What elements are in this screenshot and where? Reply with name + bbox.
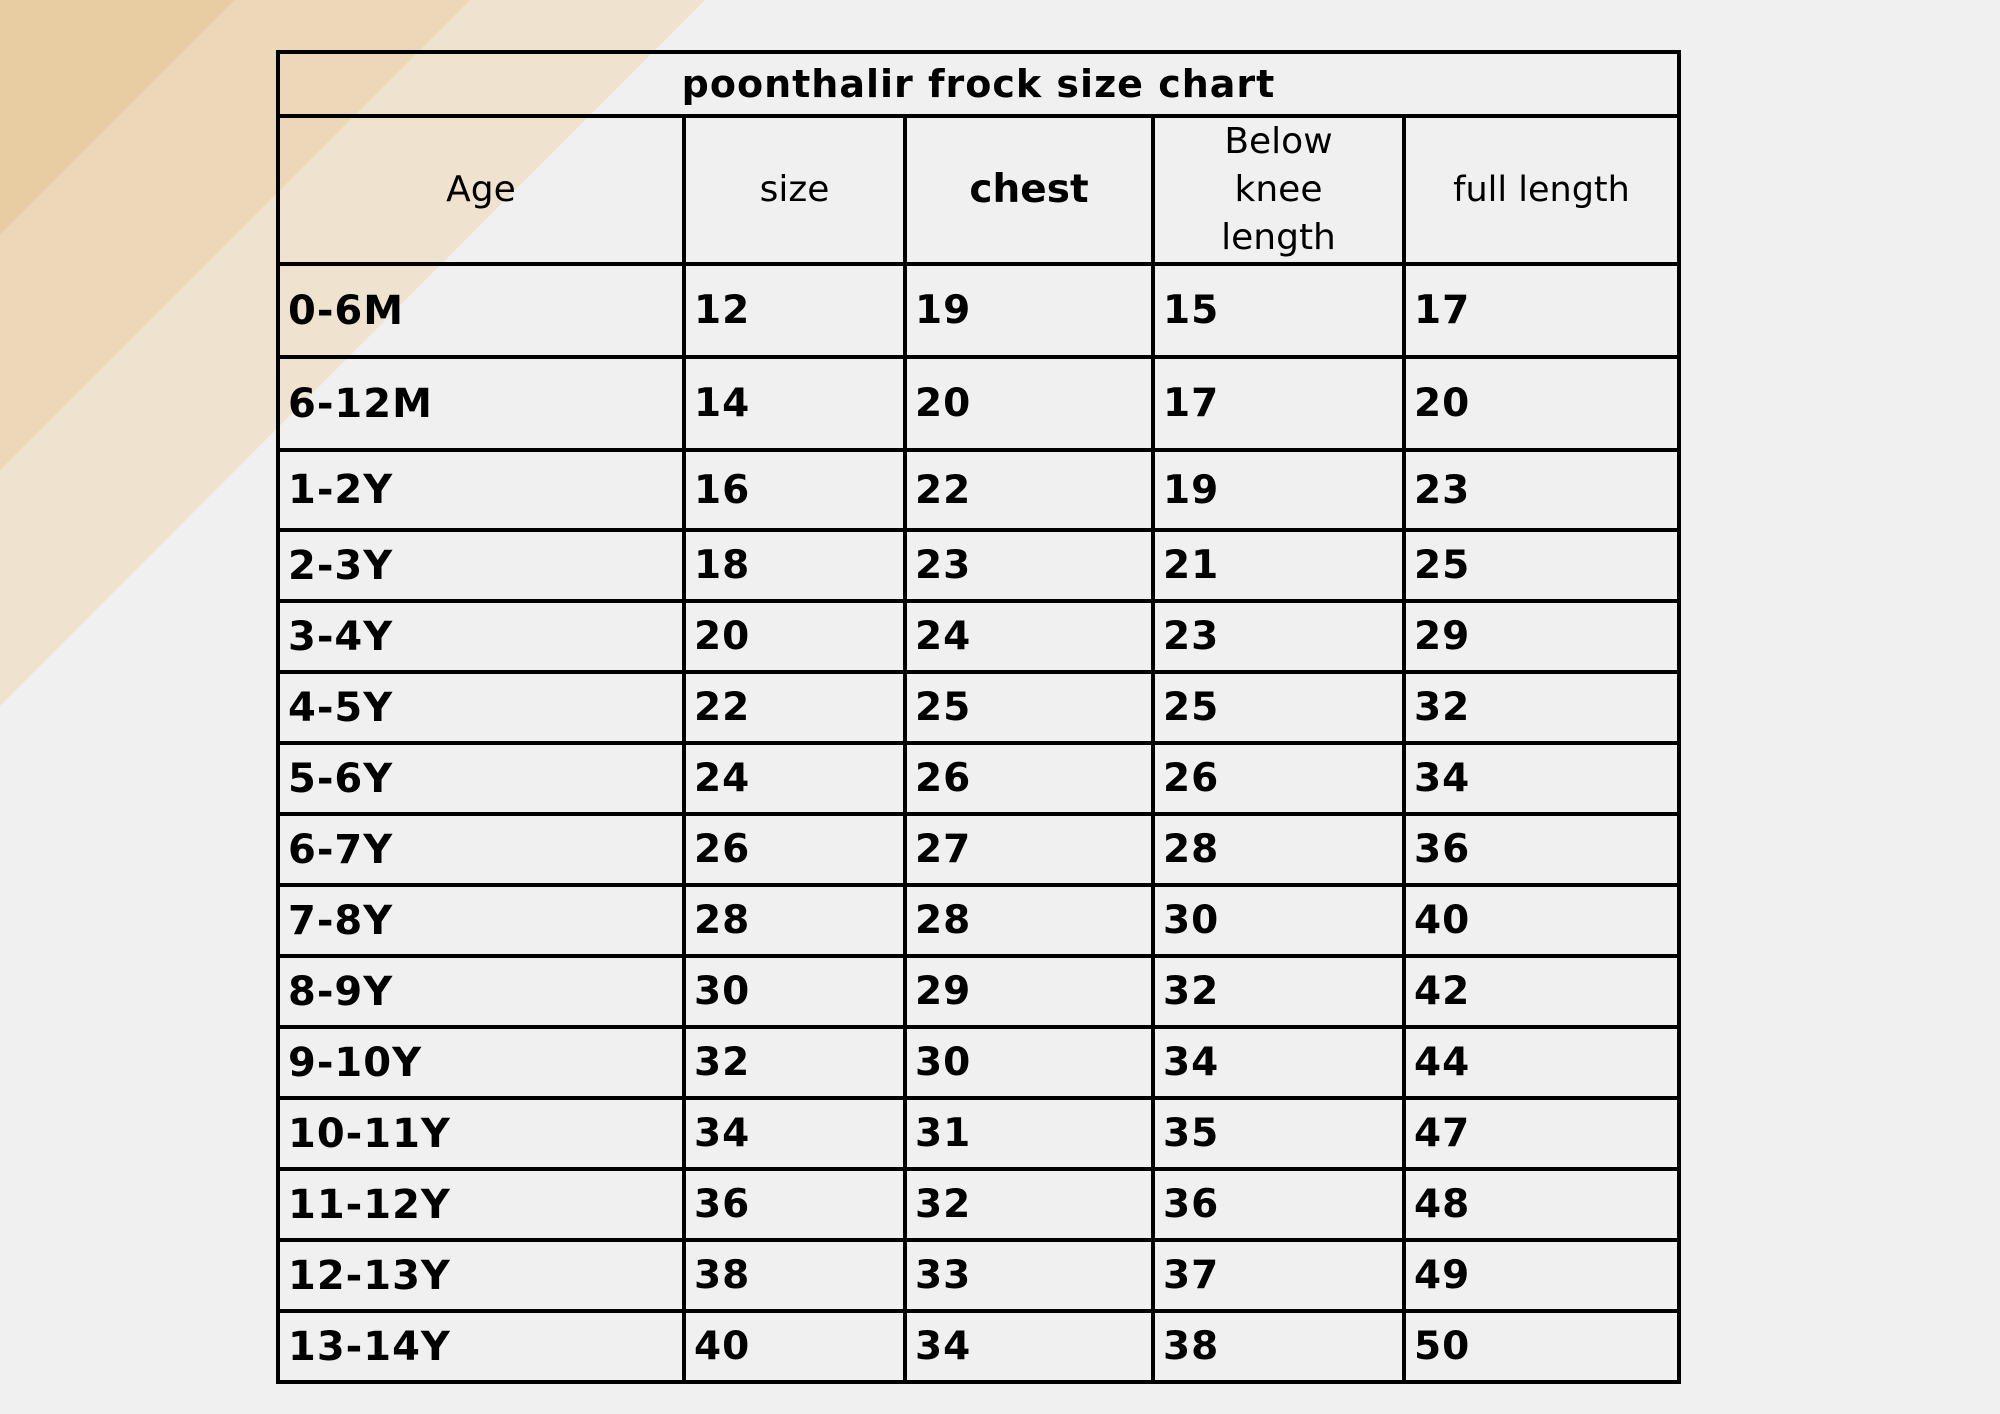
cell-full-length: 36 xyxy=(1404,814,1679,885)
cell-size: 24 xyxy=(684,743,905,814)
table-row xyxy=(278,743,1679,814)
cell-full-length: 48 xyxy=(1404,1169,1679,1240)
table-row xyxy=(278,956,1679,1027)
cell-age: 6-12M xyxy=(278,357,684,450)
cell-age: 9-10Y xyxy=(278,1027,684,1098)
cell-size: 40 xyxy=(684,1311,905,1382)
cell-full-length: 50 xyxy=(1404,1311,1679,1382)
cell-age: 8-9Y xyxy=(278,956,684,1027)
title-row xyxy=(278,52,1679,116)
cell-age: 0-6M xyxy=(278,264,684,357)
cell-full-length: 47 xyxy=(1404,1098,1679,1169)
cell-below-knee-length: 23 xyxy=(1153,601,1404,672)
cell-age: 11-12Y xyxy=(278,1169,684,1240)
cell-size: 38 xyxy=(684,1240,905,1311)
cell-chest: 26 xyxy=(905,743,1153,814)
table-row xyxy=(278,1311,1679,1382)
cell-chest: 22 xyxy=(905,450,1153,530)
cell-chest: 28 xyxy=(905,885,1153,956)
cell-size: 14 xyxy=(684,357,905,450)
cell-size: 36 xyxy=(684,1169,905,1240)
cell-below-knee-length: 36 xyxy=(1153,1169,1404,1240)
column-header-age: Age xyxy=(278,116,684,264)
table-row xyxy=(278,814,1679,885)
cell-age: 3-4Y xyxy=(278,601,684,672)
cell-size: 30 xyxy=(684,956,905,1027)
table-row xyxy=(278,450,1679,530)
cell-full-length: 42 xyxy=(1404,956,1679,1027)
table-row xyxy=(278,1169,1679,1240)
column-header-below-knee-length: Below knee length xyxy=(1153,116,1404,264)
cell-size: 12 xyxy=(684,264,905,357)
table-title: poonthalir frock size chart xyxy=(278,52,1679,116)
cell-size: 26 xyxy=(684,814,905,885)
cell-chest: 29 xyxy=(905,956,1153,1027)
cell-below-knee-length: 34 xyxy=(1153,1027,1404,1098)
cell-chest: 33 xyxy=(905,1240,1153,1311)
cell-below-knee-length: 15 xyxy=(1153,264,1404,357)
cell-size: 20 xyxy=(684,601,905,672)
cell-chest: 20 xyxy=(905,357,1153,450)
table-row xyxy=(278,885,1679,956)
table-row xyxy=(278,264,1679,357)
cell-chest: 23 xyxy=(905,530,1153,601)
cell-size: 16 xyxy=(684,450,905,530)
cell-below-knee-length: 28 xyxy=(1153,814,1404,885)
cell-full-length: 44 xyxy=(1404,1027,1679,1098)
cell-full-length: 25 xyxy=(1404,530,1679,601)
cell-full-length: 17 xyxy=(1404,264,1679,357)
cell-age: 1-2Y xyxy=(278,450,684,530)
cell-size: 32 xyxy=(684,1027,905,1098)
table-row xyxy=(278,357,1679,450)
cell-below-knee-length: 26 xyxy=(1153,743,1404,814)
table-row xyxy=(278,1027,1679,1098)
cell-chest: 25 xyxy=(905,672,1153,743)
cell-below-knee-length: 37 xyxy=(1153,1240,1404,1311)
cell-chest: 34 xyxy=(905,1311,1153,1382)
cell-chest: 27 xyxy=(905,814,1153,885)
cell-full-length: 29 xyxy=(1404,601,1679,672)
cell-chest: 32 xyxy=(905,1169,1153,1240)
cell-chest: 24 xyxy=(905,601,1153,672)
column-header-full-length: full length xyxy=(1404,116,1679,264)
cell-size: 28 xyxy=(684,885,905,956)
cell-full-length: 23 xyxy=(1404,450,1679,530)
cell-chest: 30 xyxy=(905,1027,1153,1098)
cell-below-knee-length: 30 xyxy=(1153,885,1404,956)
table-body xyxy=(278,264,1679,1382)
cell-age: 4-5Y xyxy=(278,672,684,743)
cell-below-knee-length: 21 xyxy=(1153,530,1404,601)
cell-age: 13-14Y xyxy=(278,1311,684,1382)
size-chart-table xyxy=(276,50,1681,1384)
cell-below-knee-length: 19 xyxy=(1153,450,1404,530)
cell-chest: 19 xyxy=(905,264,1153,357)
cell-full-length: 34 xyxy=(1404,743,1679,814)
cell-full-length: 32 xyxy=(1404,672,1679,743)
cell-age: 12-13Y xyxy=(278,1240,684,1311)
cell-age: 6-7Y xyxy=(278,814,684,885)
cell-age: 7-8Y xyxy=(278,885,684,956)
cell-age: 5-6Y xyxy=(278,743,684,814)
table-row xyxy=(278,601,1679,672)
cell-below-knee-length: 17 xyxy=(1153,357,1404,450)
column-header-size: size xyxy=(684,116,905,264)
table-row xyxy=(278,672,1679,743)
cell-size: 22 xyxy=(684,672,905,743)
column-header-chest: chest xyxy=(905,116,1153,264)
cell-size: 18 xyxy=(684,530,905,601)
cell-below-knee-length: 38 xyxy=(1153,1311,1404,1382)
cell-full-length: 40 xyxy=(1404,885,1679,956)
cell-age: 2-3Y xyxy=(278,530,684,601)
header-row xyxy=(278,116,1679,264)
cell-below-knee-length: 32 xyxy=(1153,956,1404,1027)
cell-full-length: 49 xyxy=(1404,1240,1679,1311)
table-row xyxy=(278,1098,1679,1169)
cell-size: 34 xyxy=(684,1098,905,1169)
cell-chest: 31 xyxy=(905,1098,1153,1169)
cell-full-length: 20 xyxy=(1404,357,1679,450)
table-row xyxy=(278,1240,1679,1311)
cell-below-knee-length: 35 xyxy=(1153,1098,1404,1169)
table-row xyxy=(278,530,1679,601)
cell-age: 10-11Y xyxy=(278,1098,684,1169)
cell-below-knee-length: 25 xyxy=(1153,672,1404,743)
